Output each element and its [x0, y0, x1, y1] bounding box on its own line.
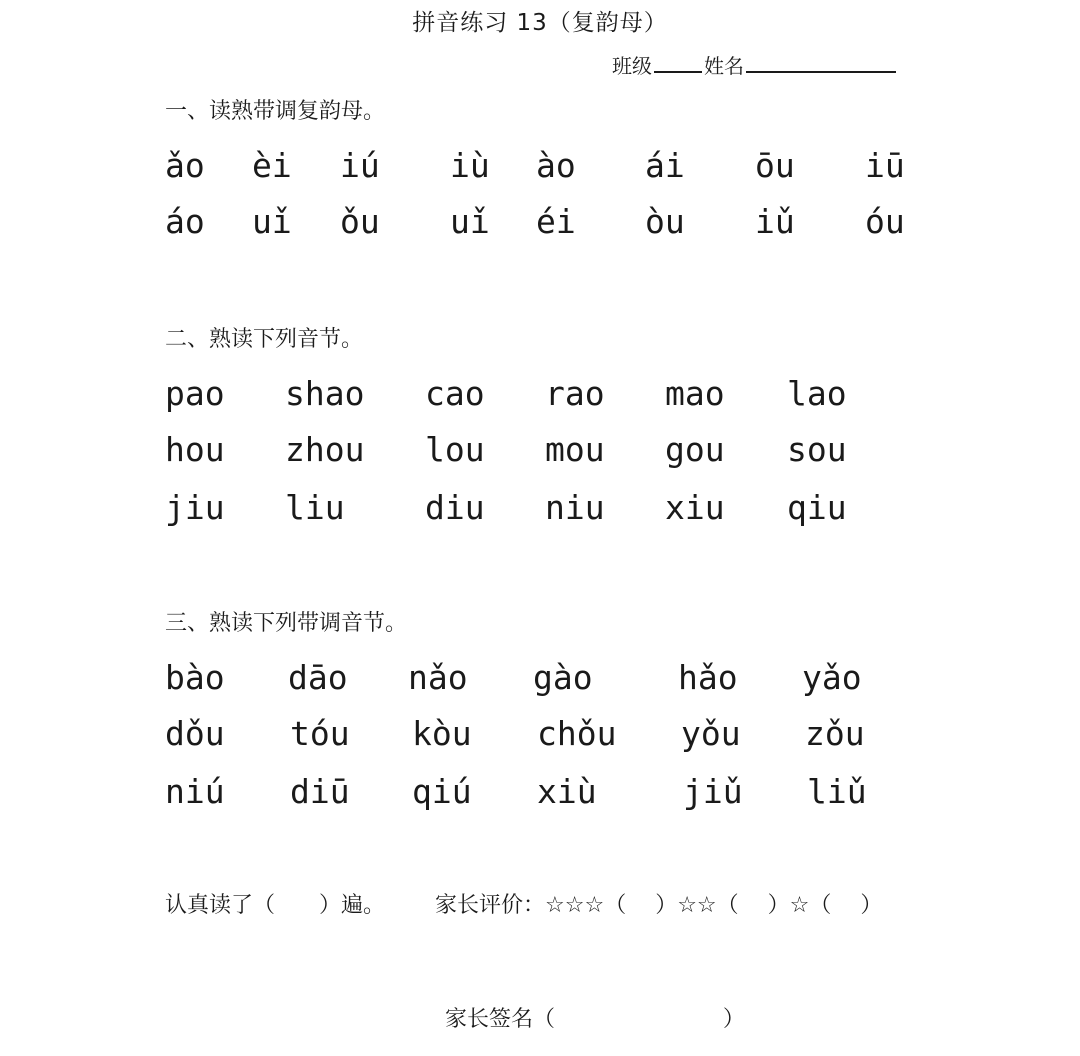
- syllable: zhou: [285, 430, 365, 469]
- section-3-row-1: [0, 658, 1080, 698]
- syllable: rao: [545, 374, 605, 413]
- syllable: diū: [290, 772, 350, 811]
- syllable: jiǔ: [683, 772, 743, 811]
- section-2-row-2: [0, 430, 1080, 470]
- syllable: xiu: [665, 488, 725, 527]
- section-3-row-3: [0, 772, 1080, 812]
- syllable: nǎo: [408, 658, 468, 697]
- syllable: lao: [787, 374, 847, 413]
- syllable: hou: [165, 430, 225, 469]
- syllable: iū: [865, 146, 905, 185]
- syllable: dāo: [288, 658, 348, 697]
- rating-two-stars[interactable]: ☆☆（ ）: [677, 893, 790, 918]
- syllable: uǐ: [450, 202, 490, 241]
- syllable: uǐ: [252, 202, 292, 241]
- syllable: gào: [533, 658, 593, 697]
- syllable: ǒu: [340, 202, 380, 241]
- syllable: yǎo: [802, 658, 862, 697]
- section-3-heading: 三、熟读下列带调音节。: [165, 611, 408, 636]
- syllable: óu: [865, 202, 905, 241]
- syllable: cao: [425, 374, 485, 413]
- syllable: iù: [450, 146, 490, 185]
- syllable: zǒu: [805, 714, 865, 753]
- section-1-heading: 一、读熟带调复韵母。: [165, 99, 386, 124]
- syllable: shao: [285, 374, 365, 413]
- syllable: lou: [425, 430, 485, 469]
- syllable: xiù: [537, 772, 597, 811]
- section-2-heading: 二、熟读下列音节。: [165, 327, 364, 352]
- name-blank[interactable]: [746, 51, 896, 73]
- read-times-text: 认真读了（ ）遍。: [165, 893, 386, 918]
- section-3-row-2: [0, 714, 1080, 754]
- syllable: qiu: [787, 488, 847, 527]
- section-1-row-2: [0, 202, 1080, 242]
- page-title: 拼音练习 13（复韵母）: [412, 10, 668, 36]
- syllable: ái: [645, 146, 685, 185]
- syllable: iú: [340, 146, 380, 185]
- class-blank[interactable]: [654, 51, 702, 73]
- syllable: èi: [252, 146, 292, 185]
- syllable: dǒu: [165, 714, 225, 753]
- parent-signature[interactable]: 家长签名（ ）: [445, 1007, 745, 1032]
- syllable: hǎo: [678, 658, 738, 697]
- syllable: mou: [545, 430, 605, 469]
- syllable: chǒu: [537, 714, 617, 753]
- syllable: bào: [165, 658, 225, 697]
- syllable: ǎo: [165, 146, 205, 185]
- syllable: niú: [165, 772, 225, 811]
- syllable: kòu: [412, 714, 472, 753]
- section-2-row-1: [0, 374, 1080, 414]
- reading-record-line: [165, 888, 882, 919]
- syllable: ōu: [755, 146, 795, 185]
- syllable: tóu: [290, 714, 350, 753]
- syllable: liǔ: [807, 772, 867, 811]
- syllable: pao: [165, 374, 225, 413]
- syllable: éi: [536, 202, 576, 241]
- class-label: 班级: [612, 54, 652, 78]
- syllable: iǔ: [755, 202, 795, 241]
- syllable: niu: [545, 488, 605, 527]
- syllable: yǒu: [681, 714, 741, 753]
- syllable: sou: [787, 430, 847, 469]
- syllable: qiú: [412, 772, 472, 811]
- section-2-row-3: [0, 488, 1080, 528]
- rating-one-star[interactable]: ☆（ ）: [789, 893, 883, 918]
- syllable: gou: [665, 430, 725, 469]
- syllable: mao: [665, 374, 725, 413]
- syllable: ào: [536, 146, 576, 185]
- class-name-line: [612, 50, 898, 79]
- syllable: diu: [425, 488, 485, 527]
- parent-eval-label: 家长评价：: [435, 893, 546, 918]
- syllable: jiu: [165, 488, 225, 527]
- syllable: áo: [165, 202, 205, 241]
- name-label: 姓名: [704, 54, 744, 78]
- section-1-row-1: [0, 146, 1080, 186]
- syllable: liu: [285, 488, 345, 527]
- syllable: òu: [645, 202, 685, 241]
- rating-three-stars[interactable]: ☆☆☆（ ）: [545, 893, 678, 918]
